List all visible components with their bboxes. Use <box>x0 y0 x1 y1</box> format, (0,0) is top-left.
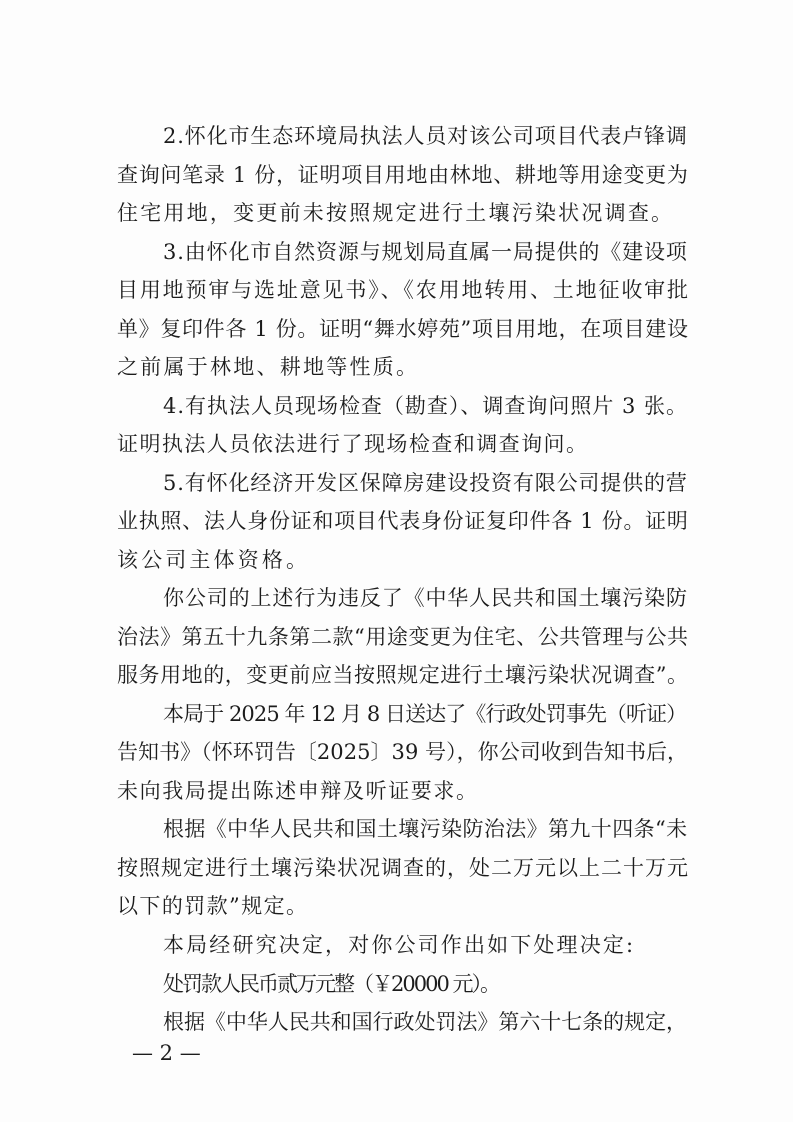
body-line-11: 业执照、法人身份证和项目代表身份证复印件各 1 份。证明 <box>117 509 689 534</box>
body-line-7: 之前属于林地、耕地等性质。 <box>117 355 420 380</box>
body-line-18: 未向我局提出陈述申辩及听证要求。 <box>117 778 479 803</box>
body-line-3: 住宅用地，变更前未按照规定进行土壤污染状况调查。 <box>117 201 675 225</box>
body-line-13: 你公司的上述行为违反了《中华人民共和国土壤污染防 <box>163 586 688 611</box>
body-line-24: 根据《中华人民共和国行政处罚法》第六十七条的规定， <box>163 1010 687 1034</box>
body-line-9: 证明执法人员依法进行了现场检查和调查询问。 <box>117 432 589 457</box>
body-line-1: 2.怀化市生态环境局执法人员对该公司项目代表卢锋调 <box>163 124 688 148</box>
body-line-17: 告知书》（怀环罚告〔2025〕39 号），你公司收到告知书后， <box>117 740 689 765</box>
body-line-15: 服务用地的，变更前应当按照规定进行土壤污染状况调查”。 <box>117 663 689 688</box>
body-line-12: 该公司主体资格。 <box>117 547 311 572</box>
body-line-22: 本局经研究决定，对你公司作出如下处理决定: <box>163 933 636 957</box>
body-line-16: 本局于 2025 年 12 月 8 日送达了《行政处罚事先（听证） <box>163 701 687 726</box>
body-line-2: 查询问笔录 1 份，证明项目用地由林地、耕地等用途变更为 <box>117 162 689 187</box>
body-line-14: 治法》第五十九条第二款“用途变更为住宅、公共管理与公共 <box>117 624 689 649</box>
page-number: — 2 — <box>132 1041 201 1065</box>
body-line-8: 4.有执法人员现场检查（勘查）、调查询问照片 3 张。 <box>163 393 688 418</box>
body-line-19: 根据《中华人民共和国土壤污染防治法》第九十四条“未 <box>163 817 688 842</box>
body-line-10: 5.有怀化经济开发区保障房建设投资有限公司提供的营 <box>163 470 688 495</box>
body-line-21: 以下的罚款”规定。 <box>117 894 309 919</box>
body-line-20: 按照规定进行土壤污染状况调查的，处二万元以上二十万元 <box>117 855 689 880</box>
body-line-4: 3.由怀化市自然资源与规划局直属一局提供的《建设项 <box>163 239 688 264</box>
body-line-5: 目用地预审与选址意见书》、《农用地转用、土地征收审批 <box>117 278 690 303</box>
body-line-6: 单》复印件各 1 份。证明“舞水婷苑”项目用地，在项目建设 <box>117 316 689 341</box>
body-line-23: 处罚款人民币贰万元整（￥20000 元）。 <box>163 971 499 996</box>
